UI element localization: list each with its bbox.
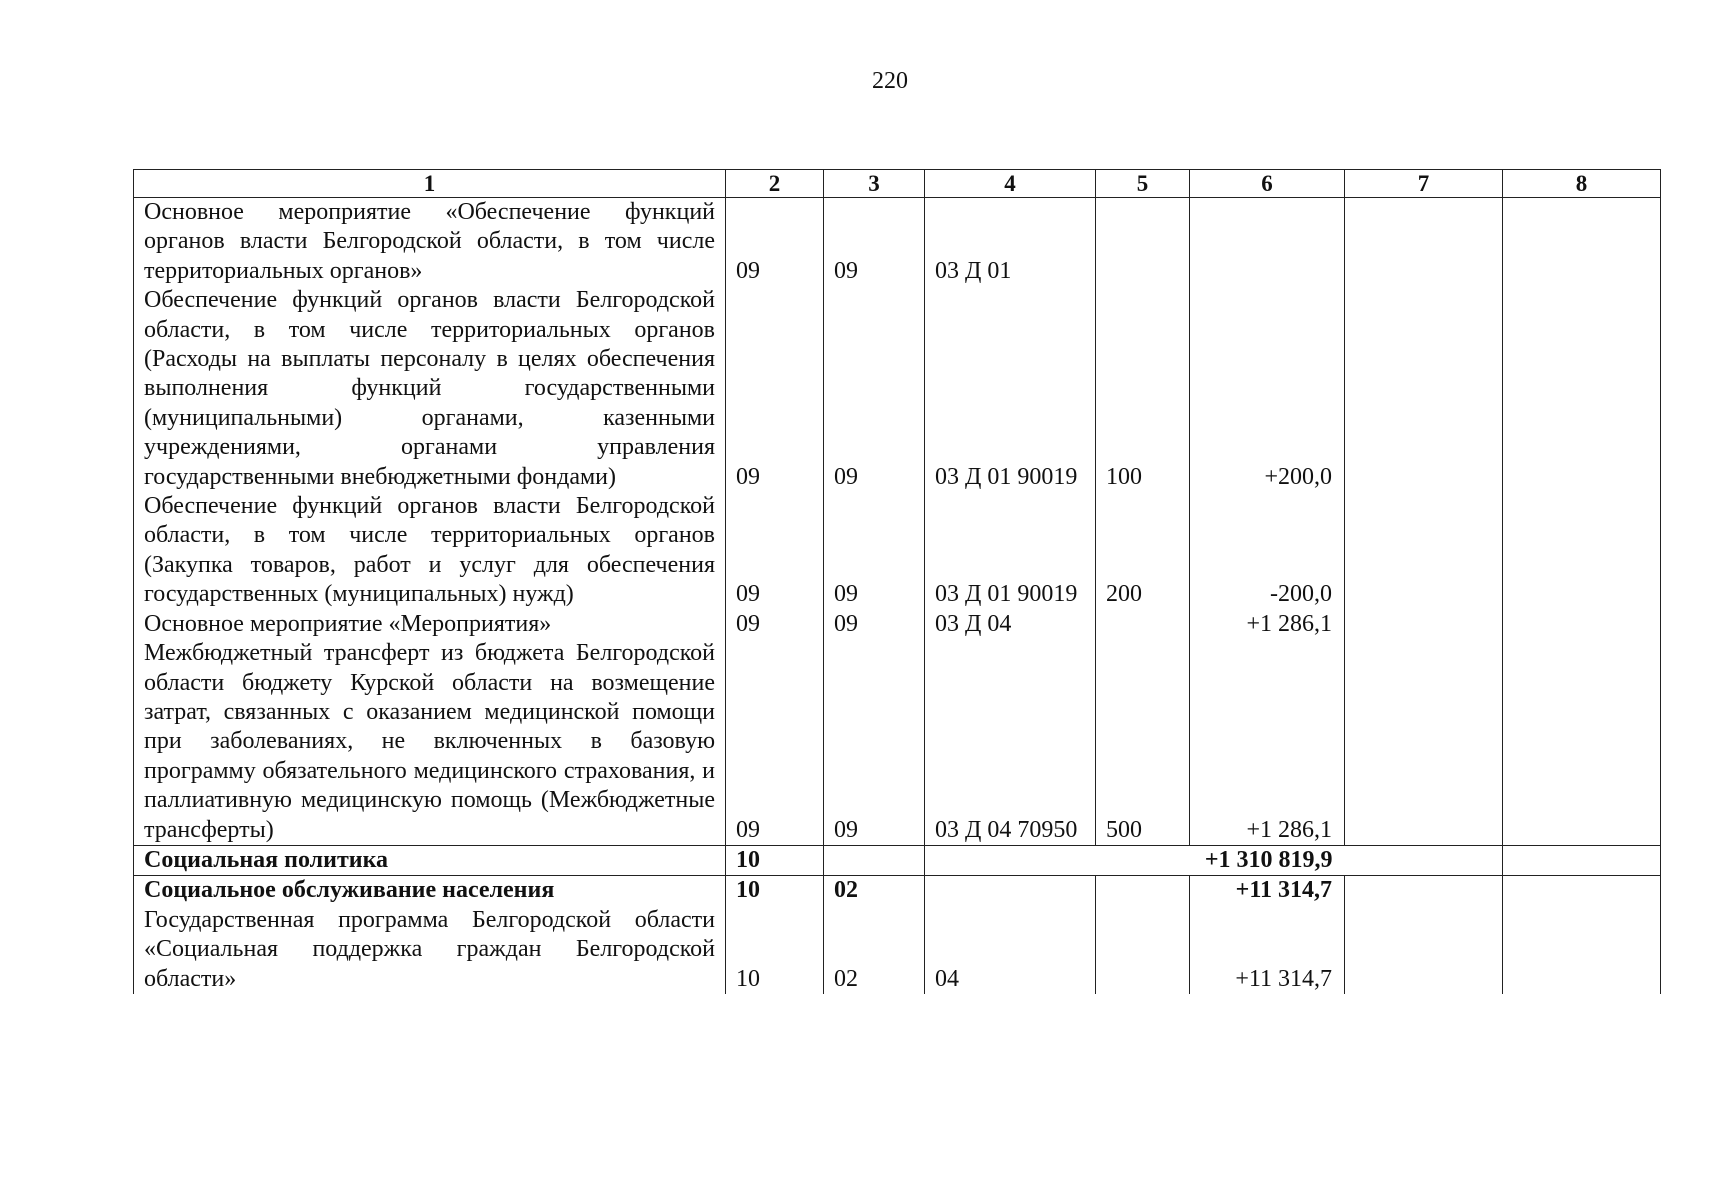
subsection-code: 09	[824, 639, 925, 845]
target-article-code	[925, 876, 1096, 906]
expense-type-code	[1096, 906, 1190, 994]
column-7-cell	[1345, 845, 1503, 875]
target-article-code: 03 Д 01 90019	[925, 286, 1096, 492]
section-code: 09	[726, 198, 824, 287]
subsection-code: 09	[824, 198, 925, 287]
column-8-cell	[1503, 198, 1661, 287]
item-name: Обеспечение функций органов власти Белгородской области, в том числе территориальных органов (Закупка товаров, работ и услуг для обеспечения государственных (муниципальных) нужд)	[134, 492, 726, 610]
amount: +11 314,7	[1190, 906, 1345, 994]
column-header: 5	[1096, 170, 1190, 198]
section-code: 10	[726, 845, 824, 875]
item-name: Межбюджетный трансферт из бюджета Белгородской области бюджету Курской области на возмещение затрат, связанных с оказанием медицинской помощи при заболеваниях, не включенных в базовую программу обязательного медицинского страхования, и паллиативную медицинскую помощь (Межбюджетные трансферты)	[134, 639, 726, 845]
subsection-code: 02	[824, 876, 925, 906]
expense-type-code: 200	[1096, 492, 1190, 610]
table-row	[134, 492, 1661, 610]
column-header: 8	[1503, 170, 1661, 198]
amount: +11 314,7	[1190, 876, 1345, 906]
subsection-code: 02	[824, 906, 925, 994]
column-number-header	[134, 170, 1661, 198]
column-8-cell	[1503, 876, 1661, 906]
item-name: Социальная политика	[134, 845, 726, 875]
budget-table	[133, 169, 1661, 994]
subsection-code	[824, 845, 925, 875]
column-header: 7	[1345, 170, 1503, 198]
table-row	[134, 639, 1661, 845]
target-article-code: 03 Д 04 70950	[925, 639, 1096, 845]
amount: +1 310 819,9	[925, 845, 1345, 875]
table-row-section-total	[134, 845, 1661, 875]
table-row	[134, 198, 1661, 287]
column-7-cell	[1345, 639, 1503, 845]
section-code: 09	[726, 286, 824, 492]
column-header: 1	[134, 170, 726, 198]
subsection-code: 09	[824, 286, 925, 492]
expense-type-code	[1096, 876, 1190, 906]
column-header: 3	[824, 170, 925, 198]
column-header: 2	[726, 170, 824, 198]
column-8-cell	[1503, 286, 1661, 492]
column-8-cell	[1503, 845, 1661, 875]
column-7-cell	[1345, 492, 1503, 610]
column-7-cell	[1345, 610, 1503, 639]
section-code: 10	[726, 876, 824, 906]
page-number: 220	[872, 68, 908, 94]
column-7-cell	[1345, 876, 1503, 906]
column-8-cell	[1503, 639, 1661, 845]
table-row	[134, 906, 1661, 994]
column-header: 4	[925, 170, 1096, 198]
section-code: 09	[726, 639, 824, 845]
amount: -200,0	[1190, 492, 1345, 610]
table-row-subsection-total	[134, 876, 1661, 906]
column-7-cell	[1345, 198, 1503, 287]
target-article-code: 03 Д 04	[925, 610, 1096, 639]
target-article-code: 04	[925, 906, 1096, 994]
column-8-cell	[1503, 492, 1661, 610]
column-header: 6	[1190, 170, 1345, 198]
amount	[1190, 198, 1345, 287]
section-code: 09	[726, 610, 824, 639]
target-article-code: 03 Д 01	[925, 198, 1096, 287]
target-article-code: 03 Д 01 90019	[925, 492, 1096, 610]
item-name: Государственная программа Белгородской области «Социальная поддержка граждан Белгородской области»	[134, 906, 726, 994]
expense-type-code	[1096, 610, 1190, 639]
column-7-cell	[1345, 286, 1503, 492]
column-7-cell	[1345, 906, 1503, 994]
item-name: Основное мероприятие «Обеспечение функций органов власти Белгородской области, в том числе территориальных органов»	[134, 198, 726, 287]
amount: +200,0	[1190, 286, 1345, 492]
expense-type-code	[1096, 198, 1190, 287]
section-code: 10	[726, 906, 824, 994]
item-name: Социальное обслуживание населения	[134, 876, 726, 906]
column-8-cell	[1503, 906, 1661, 994]
amount: +1 286,1	[1190, 610, 1345, 639]
table-row	[134, 610, 1661, 639]
expense-type-code: 500	[1096, 639, 1190, 845]
amount: +1 286,1	[1190, 639, 1345, 845]
table-row	[134, 286, 1661, 492]
section-code: 09	[726, 492, 824, 610]
expense-type-code: 100	[1096, 286, 1190, 492]
item-name: Обеспечение функций органов власти Белгородской области, в том числе территориальных органов (Расходы на выплаты персоналу в целях обеспечения выполнения функций государственными (муниципальными) органами, казенными учреждениями, органами управления государственными внебюджетными фондами)	[134, 286, 726, 492]
subsection-code: 09	[824, 492, 925, 610]
subsection-code: 09	[824, 610, 925, 639]
item-name: Основное мероприятие «Мероприятия»	[134, 610, 726, 639]
column-8-cell	[1503, 610, 1661, 639]
